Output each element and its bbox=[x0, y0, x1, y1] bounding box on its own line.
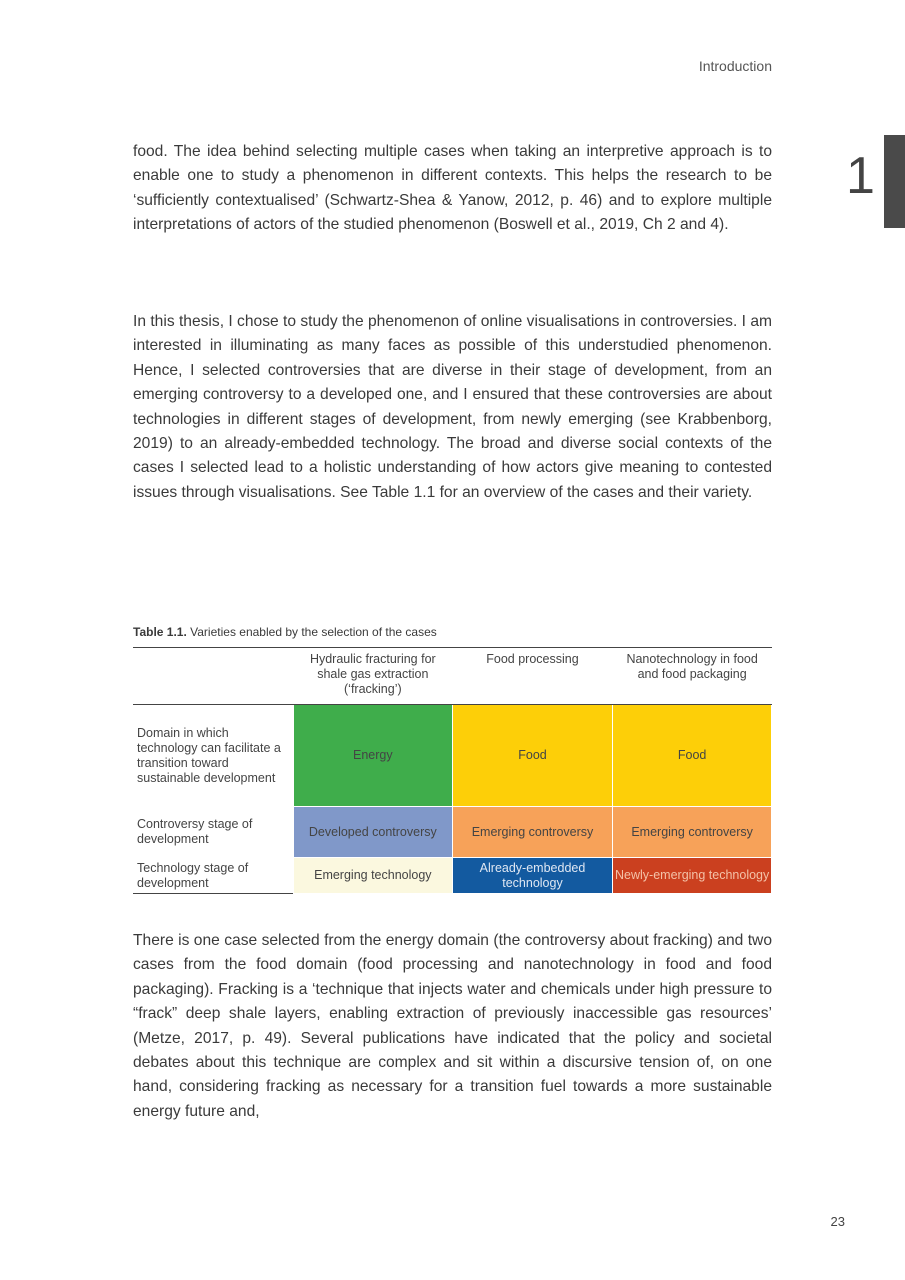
row-label-controversy-stage: Controversy stage of development bbox=[133, 807, 293, 858]
table-header-row bbox=[133, 648, 772, 705]
row-label-domain: Domain in which technology can facilitate a transition toward sustainable development bbox=[137, 725, 281, 785]
table-header-food-processing: Food processing bbox=[453, 648, 613, 705]
row-label-technology-stage: Technology stage of development bbox=[133, 858, 293, 894]
chapter-number: 1 bbox=[846, 147, 875, 205]
cell-technology-nanotechnology: Newly-emerging technology bbox=[612, 858, 772, 894]
cell-domain-fracking: Energy bbox=[293, 705, 453, 807]
table-header-empty bbox=[133, 648, 293, 705]
cell-domain-food-processing: Food bbox=[453, 705, 613, 807]
chapter-tab bbox=[884, 135, 905, 228]
table-row-controversy-stage bbox=[133, 807, 772, 858]
table-caption-text: Varieties enabled by the selection of the cases bbox=[186, 625, 437, 639]
paragraph-1: food. The idea behind selecting multiple cases when taking an interpretive approach is to enable one to study a phenomenon in different contexts. This helps the research to be ‘sufficiently contextualised’ (Schwartz-Shea & Yanow, 2012, p. 46) and to explore multiple interpretations of actors of the studied phenomenon (Boswell et al., 2019, Ch 2 and 4). bbox=[133, 143, 772, 234]
paragraph-2: In this thesis, I chose to study the phenomenon of online visualisations in controversies. I am interested in illuminating as many faces as possible of this understudied phenomenon. Hence, I selected controversies that are diverse in their stage of development, from an emerging controversy to a developed one, and I ensured that these controversies are about technologies in different stages of development, from newly emerging (see Krabbenborg, 2019) to an already-embedded technology. The broad and diverse social contexts of the cases I selected lead to a holistic understanding of how actors give meaning to contested issues through visualisations. See Table 1.1 for an overview of the cases and their variety. bbox=[133, 313, 772, 501]
cell-controversy-food-processing: Emerging controversy bbox=[453, 807, 613, 858]
page-number: 23 bbox=[830, 1214, 845, 1229]
cell-controversy-nanotechnology: Emerging controversy bbox=[612, 807, 772, 858]
running-head: Introduction bbox=[698, 58, 772, 74]
table-caption bbox=[133, 625, 437, 639]
cases-table bbox=[133, 647, 772, 894]
table-header-nanotechnology: Nanotechnology in food and food packaging bbox=[612, 648, 772, 705]
cell-controversy-fracking: Developed controversy bbox=[293, 807, 453, 858]
table-row-technology-stage bbox=[133, 858, 772, 894]
table-caption-label: Table 1.1. bbox=[133, 625, 187, 639]
cell-technology-fracking: Emerging technology bbox=[293, 858, 453, 894]
paragraph-3: There is one case selected from the energy domain (the controversy about fracking) and two cases from the food domain (food processing and nanotechnology in food and food packaging). Fracking is a ‘technique that injects water and chemicals under high pressure to “frack” deep shale layers, enabling extraction of previously inaccessible gas resources’ (Metze, 2017, p. 49). Several publications have indicated that the policy and societal debates about this technique are complex and sit within a discursive tension of, on one hand, considering fracking as necessary for a transition fuel towards a more sustainable energy future and, bbox=[133, 932, 772, 1120]
table-header-fracking: Hydraulic fracturing for shale gas extraction (‘fracking’) bbox=[293, 648, 453, 705]
cell-domain-nanotechnology: Food bbox=[612, 705, 772, 807]
table-row-domain bbox=[133, 705, 772, 807]
cell-technology-food-processing: Already-embedded technology bbox=[453, 858, 613, 894]
